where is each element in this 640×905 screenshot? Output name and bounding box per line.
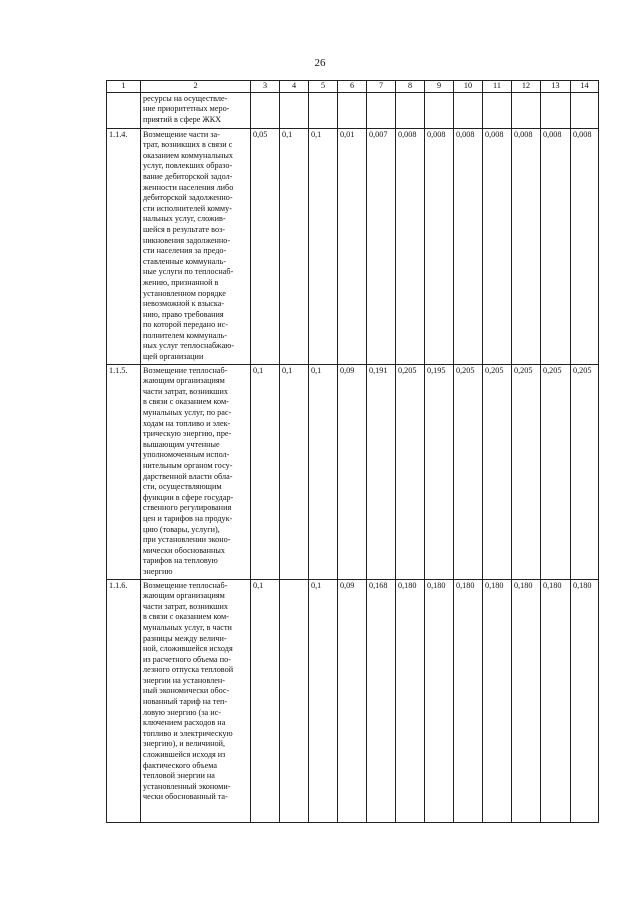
column-header: 14 bbox=[571, 81, 599, 93]
value-cell: 0,09 bbox=[338, 579, 367, 822]
row-description: Возмещение теплоснаб- жающим организациям части затрат, возникших в связи с оказанием ком- мунальных услуг, по рас- ходам на топливо и элек- трическую энергию, пре- вышающим учтенные уполномоченным испол- нительным органом госу- дарственной власти обла- сти, осуществляющим функции в сфере государ- ственного регулирования цен и тарифов на продук- цию (товары, услуги), при установлении эконо- мически обоснованных тарифов на тепловую энергию bbox=[141, 364, 251, 579]
value-cell: 0,1 bbox=[251, 579, 280, 822]
value-cell: 0,180 bbox=[541, 579, 571, 822]
value-cell: 0,205 bbox=[541, 364, 571, 579]
column-header: 3 bbox=[251, 81, 280, 93]
value-cell: 0,1 bbox=[309, 128, 338, 364]
row-code: 1.1.4. bbox=[107, 128, 141, 364]
column-header: 1 bbox=[107, 81, 141, 93]
value-cell: 0,1 bbox=[251, 364, 280, 579]
value-cell: 0,168 bbox=[367, 579, 396, 822]
value-cell: 0,180 bbox=[571, 579, 599, 822]
value-cell: 0,205 bbox=[483, 364, 512, 579]
value-cell: 0,008 bbox=[512, 128, 541, 364]
value-cell bbox=[309, 92, 338, 128]
value-cell bbox=[571, 92, 599, 128]
column-header: 5 bbox=[309, 81, 338, 93]
value-cell bbox=[454, 92, 483, 128]
row-code bbox=[107, 92, 141, 128]
value-cell: 0,180 bbox=[396, 579, 425, 822]
column-header: 4 bbox=[280, 81, 309, 93]
row-description: ресурсы на осуществле- ние приоритетных меро- приятий в сфере ЖКХ bbox=[141, 92, 251, 128]
value-cell bbox=[396, 92, 425, 128]
table-row bbox=[107, 364, 599, 579]
table-row bbox=[107, 579, 599, 822]
column-header: 12 bbox=[512, 81, 541, 93]
value-cell: 0,205 bbox=[396, 364, 425, 579]
value-cell: 0,180 bbox=[512, 579, 541, 822]
budget-table bbox=[106, 80, 599, 823]
column-header: 6 bbox=[338, 81, 367, 93]
value-cell bbox=[541, 92, 571, 128]
value-cell: 0,191 bbox=[367, 364, 396, 579]
value-cell: 0,008 bbox=[396, 128, 425, 364]
column-header: 8 bbox=[396, 81, 425, 93]
value-cell: 0,008 bbox=[425, 128, 454, 364]
column-header: 11 bbox=[483, 81, 512, 93]
value-cell bbox=[367, 92, 396, 128]
value-cell: 0,05 bbox=[251, 128, 280, 364]
value-cell: 0,205 bbox=[512, 364, 541, 579]
value-cell bbox=[512, 92, 541, 128]
row-code: 1.1.5. bbox=[107, 364, 141, 579]
value-cell: 0,008 bbox=[483, 128, 512, 364]
row-description: Возмещение части за- трат, возникших в связи с оказанием коммунальных услуг, повлекших образо- вание дебиторской задол- женности населения либо дебиторской задолженно- сти исполнителей комму- нальных услуг, сложив- шейся в результате воз- никновения задолженно- сти населения за предо- ставленные коммуналь- ные услуги по теплоснаб- жению, признанной в установленном порядке невозможной к взыска- нию, право требования по которой передано ис- полнителем коммуналь- ных услуг теплоснабжаю- щей организации bbox=[141, 128, 251, 364]
value-cell: 0,008 bbox=[454, 128, 483, 364]
value-cell bbox=[338, 92, 367, 128]
value-cell: 0,1 bbox=[280, 364, 309, 579]
value-cell: 0,1 bbox=[309, 579, 338, 822]
column-header: 2 bbox=[141, 81, 251, 93]
value-cell: 0,180 bbox=[454, 579, 483, 822]
value-cell bbox=[251, 92, 280, 128]
column-header: 7 bbox=[367, 81, 396, 93]
value-cell: 0,1 bbox=[309, 364, 338, 579]
value-cell: 0,205 bbox=[454, 364, 483, 579]
value-cell bbox=[425, 92, 454, 128]
value-cell: 0,205 bbox=[571, 364, 599, 579]
column-header: 9 bbox=[425, 81, 454, 93]
column-header: 10 bbox=[454, 81, 483, 93]
value-cell: 0,09 bbox=[338, 364, 367, 579]
value-cell: 0,008 bbox=[541, 128, 571, 364]
value-cell: 0,01 bbox=[338, 128, 367, 364]
value-cell: 0,195 bbox=[425, 364, 454, 579]
header-row bbox=[107, 81, 599, 93]
value-cell: 0,007 bbox=[367, 128, 396, 364]
value-cell: 0,1 bbox=[280, 128, 309, 364]
row-code: 1.1.6. bbox=[107, 579, 141, 822]
value-cell: 0,008 bbox=[571, 128, 599, 364]
column-header: 13 bbox=[541, 81, 571, 93]
value-cell: 0,180 bbox=[425, 579, 454, 822]
value-cell bbox=[280, 92, 309, 128]
page-number: 26 bbox=[314, 57, 326, 69]
table-row bbox=[107, 128, 599, 364]
value-cell: 0,180 bbox=[483, 579, 512, 822]
table-row bbox=[107, 92, 599, 128]
value-cell bbox=[280, 579, 309, 822]
value-cell bbox=[483, 92, 512, 128]
row-description: Возмещение теплоснаб- жающим организациям части затрат, возникших в связи с оказанием ком- мунальных услуг, в части разницы между величи- ной, сложившейся исходя из расчетного объема по- лезного отпуска тепловой энергии на установлен- ный экономически обос- нованный тариф на теп- ловую энергию (за ис- ключением расходов на топливо и электрическую энергию), и величиной, сложившейся исходя из фактического объема тепловой энергии на установленный экономи- чески обоснованный та- bbox=[141, 579, 251, 822]
